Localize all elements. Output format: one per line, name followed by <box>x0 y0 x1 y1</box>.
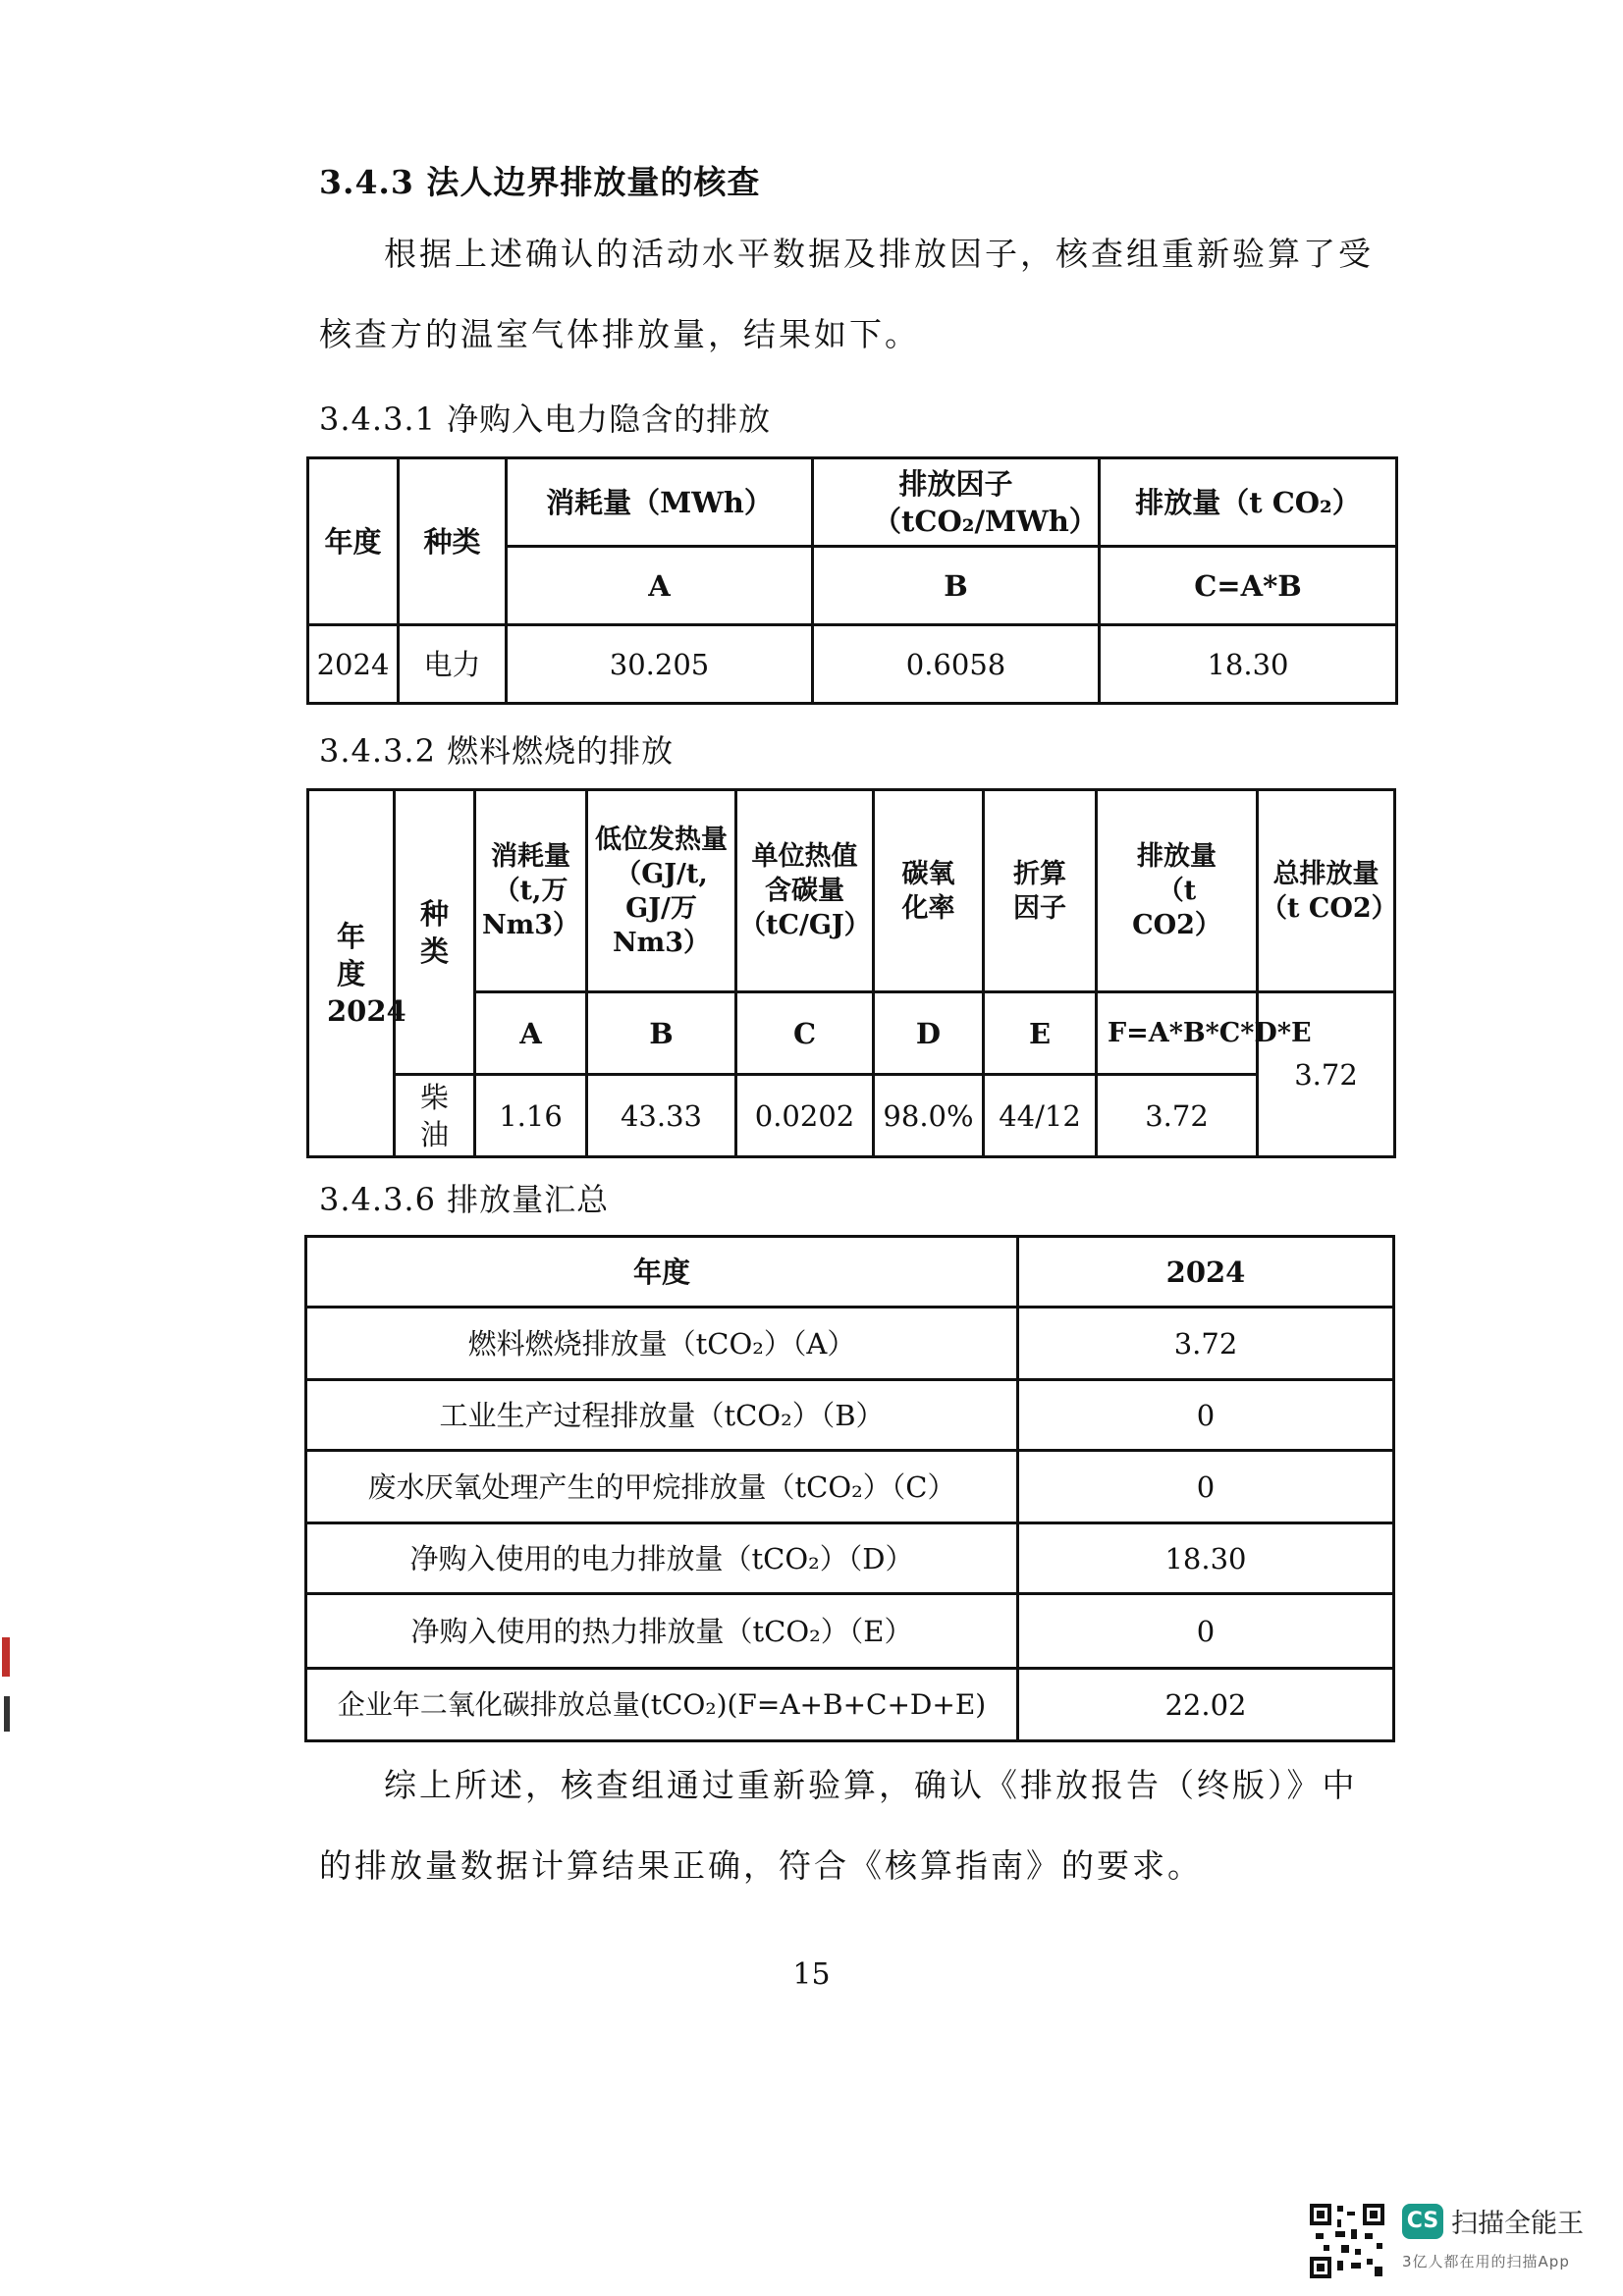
table3-heading: 3.4.3.6 排放量汇总 <box>319 1181 610 1218</box>
t2-header-oxidation: 碳氧化率 <box>874 790 984 992</box>
section-title: 3.4.3 法人边界排放量的核查 <box>319 163 761 201</box>
t2-header-conversion: 折算因子 <box>984 790 1097 992</box>
t3-row-label: 废水厌氧处理产生的甲烷排放量（tCO₂）（C） <box>306 1451 1018 1523</box>
scanner-watermark <box>1308 2202 1602 2280</box>
t3-header-year: 2024 <box>1018 1237 1394 1308</box>
t2-formula-d: D <box>874 992 984 1075</box>
table1-heading: 3.4.3.1 净购入电力隐含的排放 <box>319 400 772 438</box>
t2-header-emission: 排放量（t CO2） <box>1097 790 1258 992</box>
t2-cell-consumption: 1.16 <box>475 1075 587 1157</box>
t3-header-label: 年度 <box>306 1237 1018 1308</box>
t2-header-ncv: 低位发热量（GJ/t, GJ/万Nm3） <box>587 790 736 992</box>
t2-header-type: 种类 <box>395 790 475 1075</box>
electricity-emission-table <box>306 456 1398 705</box>
t3-row-value: 18.30 <box>1018 1523 1394 1594</box>
page-number: 15 <box>792 1957 831 1992</box>
t3-row-label: 净购入使用的电力排放量（tCO₂）（D） <box>306 1523 1018 1594</box>
conclusion-paragraph: 综上所述，核查组通过重新验算，确认《排放报告（终版）》中的排放量数据计算结果正确，符合《核算指南》的要求。 <box>319 1766 1358 1885</box>
fuel-combustion-table <box>306 788 1396 1158</box>
scan-edge-mark <box>4 1696 10 1732</box>
t2-formula-e: E <box>984 992 1097 1075</box>
t1-formula-c: C=A*B <box>1100 547 1397 625</box>
t1-header-year: 年度 <box>308 458 399 625</box>
scanner-app-slogan: 3亿人都在用的扫描App <box>1402 2253 1570 2270</box>
t1-cell-consumption: 30.205 <box>507 625 813 704</box>
t2-cell-oxidation: 98.0% <box>874 1075 984 1157</box>
t2-formula-b: B <box>587 992 736 1075</box>
t2-header-year: 年度2024 <box>308 790 395 1157</box>
t3-row-label: 燃料燃烧排放量（tCO₂）（A） <box>306 1308 1018 1380</box>
qr-code-icon <box>1308 2202 1386 2280</box>
scanner-app-name: 扫描全能王 <box>1451 2209 1584 2239</box>
t2-header-carbon-content: 单位热值含碳量（tC/GJ） <box>736 790 874 992</box>
t1-formula-a: A <box>507 547 813 625</box>
t1-cell-emission: 18.30 <box>1100 625 1397 704</box>
t3-row-value-total: 22.02 <box>1018 1669 1394 1741</box>
t2-formula-c: C <box>736 992 874 1075</box>
t3-row-label: 工业生产过程排放量（tCO₂）（B） <box>306 1380 1018 1451</box>
t3-row-value: 3.72 <box>1018 1308 1394 1380</box>
scan-edge-mark <box>2 1637 10 1677</box>
t2-formula-f: F=A*B*C*D*E <box>1097 992 1258 1075</box>
t3-row-value: 0 <box>1018 1451 1394 1523</box>
t2-formula-a: A <box>475 992 587 1075</box>
t1-cell-factor: 0.6058 <box>813 625 1100 704</box>
t2-cell-conversion: 44/12 <box>984 1075 1097 1157</box>
emission-summary-table <box>304 1235 1395 1742</box>
t3-row-label-total: 企业年二氧化碳排放总量(tCO₂)(F=A+B+C+D+E) <box>306 1669 1018 1741</box>
table2-heading: 3.4.3.2 燃料燃烧的排放 <box>319 732 675 770</box>
t3-row-value: 0 <box>1018 1380 1394 1451</box>
scanner-logo-icon: CS <box>1402 2204 1443 2239</box>
t2-header-total: 总排放量（t CO2） <box>1258 790 1395 992</box>
t2-cell-carbon-content: 0.0202 <box>736 1075 874 1157</box>
t1-header-factor: 排放因子（tCO₂/MWh） <box>813 458 1100 547</box>
t2-cell-type: 柴油 <box>395 1075 475 1157</box>
t1-header-consumption: 消耗量（MWh） <box>507 458 813 547</box>
intro-paragraph: 根据上述确认的活动水平数据及排放因子，核查组重新验算了受核查方的温室气体排放量，结果如下。 <box>319 235 1374 353</box>
t1-cell-type: 电力 <box>399 625 507 704</box>
t2-cell-total: 3.72 <box>1258 992 1395 1157</box>
t1-header-emission: 排放量（t CO₂） <box>1100 458 1397 547</box>
t3-row-label: 净购入使用的热力排放量（tCO₂）（E） <box>306 1594 1018 1669</box>
t2-header-consumption: 消耗量（t,万Nm3） <box>475 790 587 992</box>
t2-cell-ncv: 43.33 <box>587 1075 736 1157</box>
t1-header-type: 种类 <box>399 458 507 625</box>
t1-formula-b: B <box>813 547 1100 625</box>
t1-cell-year: 2024 <box>308 625 399 704</box>
t3-row-value: 0 <box>1018 1594 1394 1669</box>
t2-cell-emission: 3.72 <box>1097 1075 1258 1157</box>
